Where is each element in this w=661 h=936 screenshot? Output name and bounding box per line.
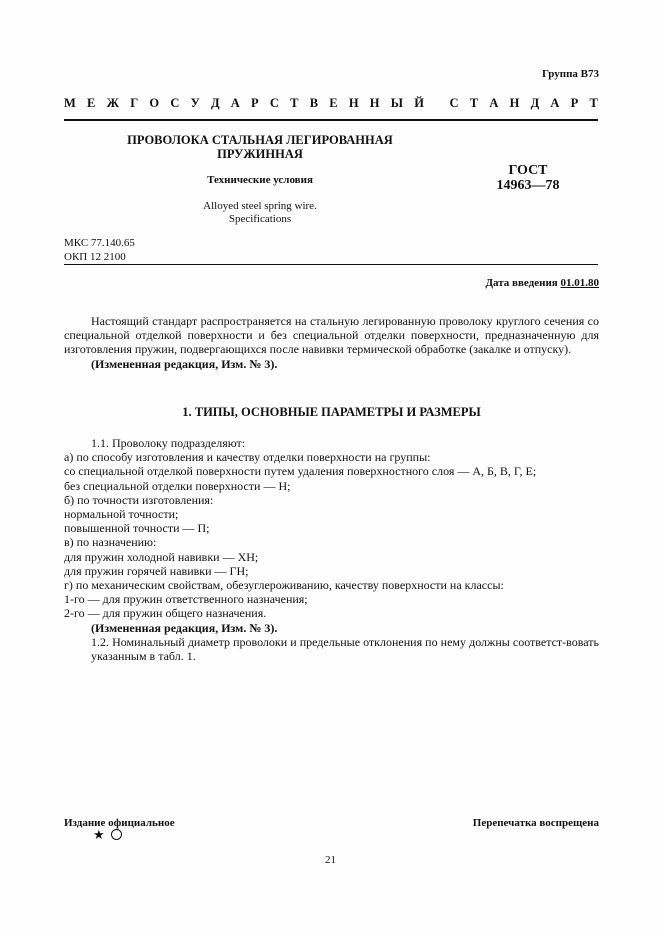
banner-letter: Т xyxy=(589,96,598,110)
banner-letter: Т xyxy=(290,96,299,110)
title-line-2: ПРУЖИННАЯ xyxy=(217,147,303,161)
list-item-v: в) по назначению: xyxy=(64,535,157,550)
circle-icon xyxy=(111,829,122,840)
official-edition-label: Издание официальное xyxy=(64,817,175,829)
intro-amendment-note: (Измененная редакция, Изм. № 3). xyxy=(91,356,278,371)
banner-letter: А xyxy=(550,96,560,110)
clause-1-1: 1.1. Проволоку подразделяют: xyxy=(91,436,246,450)
intro-text: Настоящий стандарт распространяется на стальную легированную проволоку круглого сечения со специальной отделкой поверхности и без специальной отделки поверхности, предназначенную для изготовления пружин, подвергающихся после навивки термической обработке (закалке и отпуску). xyxy=(64,314,599,357)
codes-rule xyxy=(64,264,598,265)
group-code: Группа В73 xyxy=(541,68,599,80)
banner-letter: Д xyxy=(210,96,220,110)
english-title-line-1: Alloyed steel spring wire. xyxy=(203,200,317,212)
banner-letter: Ж xyxy=(106,96,119,110)
star-icon: ★ xyxy=(93,827,105,842)
section-body xyxy=(64,436,599,663)
clause-1-2: 1.2. Номинальный диаметр проволоки и предельные отклонения по нему должны соответст-вовать указанным в табл. 1. xyxy=(91,634,599,664)
list-line: для пружин холодной навивки — ХН; xyxy=(64,549,259,564)
gost-number: 14963—78 xyxy=(496,178,560,193)
edition-marks xyxy=(93,828,122,841)
banner-letter: У xyxy=(190,96,200,110)
date-value: 01.01.80 xyxy=(560,277,599,289)
list-line: нормальной точности; xyxy=(64,507,179,522)
banner-letter: С xyxy=(449,96,459,110)
list-line: без специальной отделки поверхности — Н; xyxy=(64,478,291,493)
banner-letter: Р xyxy=(570,96,579,110)
banner-letter: Г xyxy=(130,96,139,110)
list-line: 2-го — для пружин общего назначения. xyxy=(64,606,267,621)
banner-letter: Т xyxy=(469,96,479,110)
document-title xyxy=(120,133,400,161)
banner-letter: С xyxy=(269,96,279,110)
list-item-b: б) по точности изготовления: xyxy=(64,492,214,507)
gost-label: ГОСТ xyxy=(508,163,548,178)
list-line: для пружин горячей навивки — ГН; xyxy=(64,563,249,578)
section-heading: 1. ТИПЫ, ОСНОВНЫЕ ПАРАМЕТРЫ И РАЗМЕРЫ xyxy=(182,405,481,419)
banner-letter: С xyxy=(170,96,180,110)
banner-letter: А xyxy=(489,96,499,110)
banner-letter: Е xyxy=(329,96,338,110)
intro-paragraph xyxy=(64,314,599,371)
banner-letter: О xyxy=(149,96,160,110)
header-rule xyxy=(64,119,598,121)
banner-letter: Н xyxy=(348,96,359,110)
banner-letter: Н xyxy=(369,96,380,110)
banner-letter: А xyxy=(230,96,240,110)
banner-letter: В xyxy=(309,96,319,110)
banner-letter xyxy=(435,96,438,111)
classification-codes xyxy=(64,236,135,264)
gost-designation xyxy=(486,163,570,193)
banner-letter: Н xyxy=(509,96,520,110)
list-item-a: а) по способу изготовления и качеству отделки поверхности на группы: xyxy=(64,450,431,465)
list-item-g: г) по механическим свойствам, обезуглероживанию, качеству поверхности на классы: xyxy=(64,578,504,593)
effective-date xyxy=(485,277,599,289)
banner-letter: Р xyxy=(251,96,259,110)
standard-banner xyxy=(64,96,598,111)
list-line: 1-го — для пружин ответственного назначения; xyxy=(64,592,308,607)
section-amendment-note: (Измененная редакция, Изм. № 3). xyxy=(91,620,278,635)
banner-letter: Й xyxy=(414,96,424,110)
mks-code: МКС 77.140.65 xyxy=(64,237,135,249)
english-title-line-2: Specifications xyxy=(228,213,292,225)
reprint-prohibited-label: Перепечатка воспрещена xyxy=(472,817,599,829)
document-subtitle: Технические условия xyxy=(207,174,313,186)
banner-letter: Ы xyxy=(390,96,404,110)
page-number: 21 xyxy=(325,854,336,866)
okp-code: ОКП 12 2100 xyxy=(64,251,126,263)
list-line: повышенной точности — П; xyxy=(64,521,210,536)
date-label: Дата введения xyxy=(485,277,558,289)
banner-letter: Е xyxy=(87,96,96,110)
list-line: со специальной отделкой поверхности путем удаления поверхностного слоя — А, Б, В, Г, Е; xyxy=(64,464,537,479)
banner-letter: М xyxy=(64,96,76,110)
banner-letter: Д xyxy=(530,96,540,110)
title-line-1: ПРОВОЛОКА СТАЛЬНАЯ ЛЕГИРОВАННАЯ xyxy=(127,133,393,147)
english-title xyxy=(120,200,400,226)
